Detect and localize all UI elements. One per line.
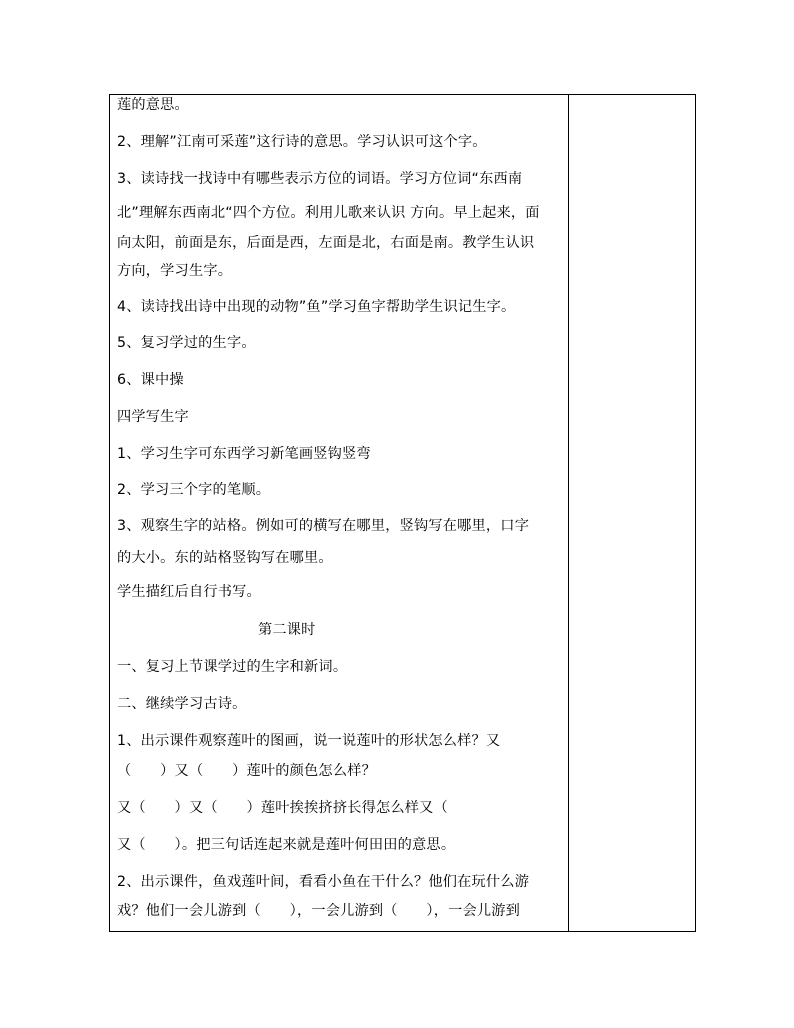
text-line-7: 4、读诗找出诗中出现的动物”鱼”学习鱼字帮助学生识记生字。: [117, 299, 516, 315]
notes-cell: [569, 95, 695, 931]
text-line-4: 北”理解东西南北“四个方位。利用儿歌来认识 方向。早上起来，面: [117, 205, 540, 221]
text-line-19: 1、出示课件观察莲叶的图画，说一说莲叶的形状怎么样？又: [117, 733, 501, 749]
text-line-8: 5、复习学过的生字。: [117, 335, 256, 351]
text-line-10: 四学写生字: [117, 409, 189, 425]
text-line-3: 3、读诗找一找诗中有哪些表示方位的词语。学习方位词“东西南: [117, 171, 523, 187]
lesson-plan-table: [109, 94, 696, 932]
text-line-17: 一、复习上节课学过的生字和新词。: [117, 659, 348, 675]
lesson-content-cell: [110, 95, 569, 931]
text-line-11: 1、学习生字可东西学习新笔画竖钩竖弯: [117, 446, 371, 462]
text-line-9: 6、课中操: [117, 372, 184, 388]
text-line-12: 2、学习三个字的笔顺。: [117, 482, 271, 498]
text-line-18: 二、继续学习古诗。: [117, 696, 247, 712]
text-line-21: 又（ ）又（ ）莲叶挨挨挤挤长得怎么样又（: [117, 800, 448, 816]
text-line-15: 学生描红后自行书写。: [117, 584, 261, 600]
section-heading: 第二课时: [258, 622, 316, 638]
text-line-13: 3、观察生字的站格。例如可的横写在哪里，竖钩写在哪里，口字: [117, 518, 530, 534]
text-line-20: （ ）又（ ）莲叶的颜色怎么样？: [117, 763, 376, 779]
text-line-6: 方向，学习生字。: [117, 263, 233, 279]
text-line-5: 向太阳，前面是东，后面是西，左面是北，右面是南。教学生认识: [117, 235, 535, 251]
text-line-2: 2、理解”江南可采莲”这行诗的意思。学习认识可这个字。: [117, 134, 487, 150]
text-line-24: 戏？他们一会儿游到（ ），一会儿游到（ ），一会儿游到: [117, 903, 521, 919]
text-line-1: 莲的意思。: [117, 97, 189, 113]
text-line-22: 又（ ）。把三句话连起来就是莲叶何田田的意思。: [117, 837, 456, 853]
text-line-23: 2、出示课件，鱼戏莲叶间，看看小鱼在干什么？他们在玩什么游: [117, 874, 530, 890]
text-line-14: 的大小。东的站格竖钩写在哪里。: [117, 550, 333, 566]
